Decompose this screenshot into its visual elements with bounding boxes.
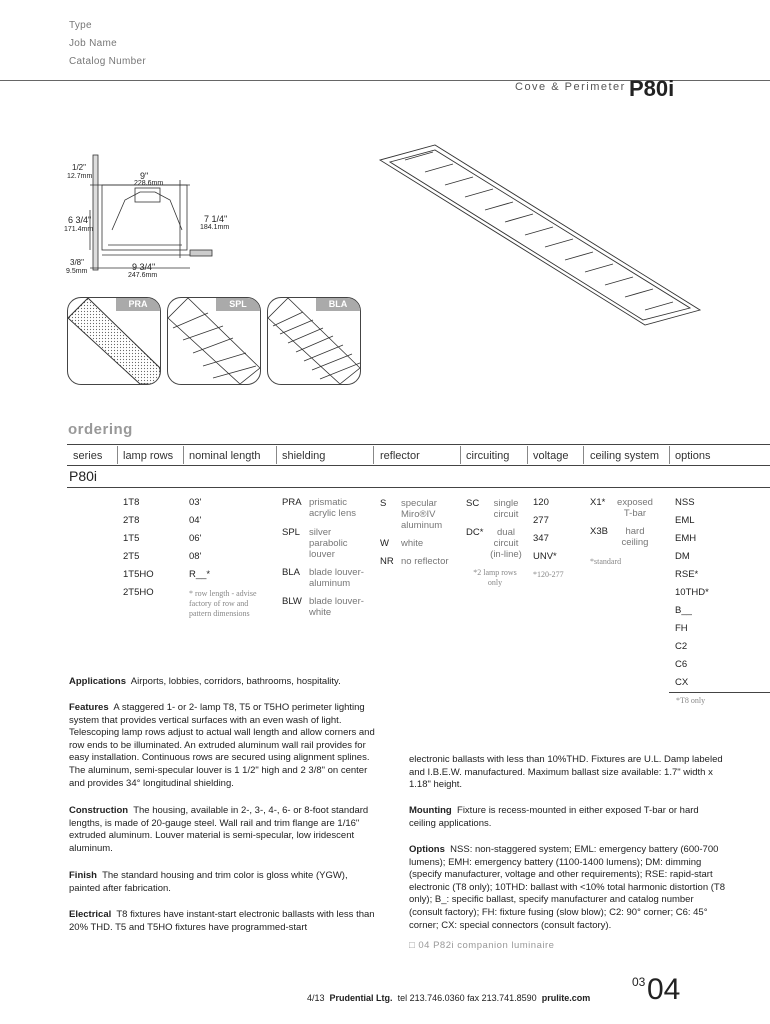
- option-item: C6: [675, 659, 688, 670]
- dim-top-mm: 12.7mm: [67, 173, 93, 180]
- options-note: *T8 only: [676, 696, 706, 705]
- lamp-row-item: 2T5: [123, 551, 140, 562]
- footer-line: 4/13 Prudential Ltg. tel 213.746.0360 fax 213.741.8590 prulite.com: [307, 993, 591, 1003]
- voltage-note: *120-277: [533, 570, 564, 579]
- col-voltage: voltage: [533, 450, 569, 462]
- lamp-row-item: 1T5HO: [123, 569, 154, 580]
- col-options: options: [675, 450, 711, 462]
- col-shielding: shielding: [282, 450, 326, 462]
- reflector-desc: no reflector: [401, 556, 449, 567]
- shielding-desc: silver parabolic louver: [309, 527, 348, 560]
- option-item: DM: [675, 551, 690, 562]
- voltage-item: UNV*: [533, 551, 557, 562]
- dim-bottom-w-in: 9 3/4": [132, 262, 156, 272]
- dim-width-mm: 228.6mm: [134, 180, 164, 187]
- thumb-pra: [67, 297, 161, 385]
- electrical-cont-para: electronic ballasts with less than 10%THD. Fixtures are U.L. Damp labeled and I.B.E.W. manufactured. Maximum ballast size available: 1.7" width x 1.18" height.: [409, 754, 723, 791]
- circuit-code: DC*: [466, 527, 484, 538]
- thumb-spl: [167, 297, 261, 385]
- thumb-bla: [267, 297, 361, 385]
- col-series: series: [73, 450, 103, 462]
- option-item: B__: [675, 605, 692, 616]
- circuit-code: SC: [466, 498, 480, 509]
- ordering-title: ordering: [68, 421, 133, 438]
- length-note: * row length - advise factory of row and pattern dimensions: [189, 589, 257, 618]
- type-label: Type: [69, 20, 92, 31]
- reflector-code: W: [380, 538, 389, 549]
- ceiling-note: *standard: [590, 557, 622, 566]
- option-item: RSE*: [675, 569, 699, 580]
- col-lamp-rows: lamp rows: [123, 450, 174, 462]
- col-ceiling-system: ceiling system: [590, 450, 660, 462]
- col-reflector: reflector: [380, 450, 420, 462]
- lamp-row-item: 1T8: [123, 497, 140, 508]
- series-rule: [67, 487, 770, 488]
- ordering-header-rule: [67, 465, 770, 466]
- shielding-code: BLA: [282, 567, 300, 578]
- shielding-desc: blade louver-aluminum: [309, 567, 364, 589]
- dim-right-h-mm: 184.1mm: [200, 224, 230, 231]
- lamp-row-item: 2T8: [123, 515, 140, 526]
- shielding-code: PRA: [282, 497, 302, 508]
- col-circuiting: circuiting: [466, 450, 510, 462]
- circuit-note: *2 lamp rows only: [473, 568, 517, 587]
- lamp-row-item: 2T5HO: [123, 587, 154, 598]
- lamp-row-item: 1T5: [123, 533, 140, 544]
- thumb-bla-label: BLA: [316, 298, 360, 311]
- reflector-code: S: [380, 498, 387, 509]
- reflector-code: NR: [380, 556, 394, 567]
- shielding-code: BLW: [282, 596, 302, 607]
- ceiling-code: X3B: [590, 526, 608, 537]
- electrical-para: Electrical T8 fixtures have instant-start electronic ballasts with less than 20% THD. T5 and T5HO fixtures have programmed-start: [69, 909, 375, 933]
- length-item: 06': [189, 533, 202, 544]
- options-rule: [669, 692, 770, 693]
- voltage-item: 347: [533, 533, 549, 544]
- reflector-desc: specular Miro®IV aluminum: [401, 498, 443, 531]
- finish-para: Finish The standard housing and trim color is gloss white (YGW), painted after fabrication.: [69, 870, 348, 894]
- voltage-item: 120: [533, 497, 549, 508]
- option-item: EMH: [675, 533, 697, 544]
- features-para: Features A staggered 1- or 2- lamp T8, T5 or T5HO perimeter lighting system that provides vertical surfaces with an even wash of light. Telescoping lamp rows adjust to actual wall length and allow corners and row ends to be illuminated. An extruded aluminum wall rail provides for easy installation. Continuous rows are secured using alignment splines. The aluminum, semi-specular louver is 1 1/2" high and 2 3/8" on center and provides 34° longitudinal shielding.: [69, 702, 375, 789]
- option-item: C2: [675, 641, 688, 652]
- shielding-desc: blade louver-white: [309, 596, 364, 618]
- page-number: 04: [647, 973, 681, 1006]
- companion-note: □ 04 P82i companion luminaire: [409, 940, 555, 951]
- option-item: FH: [675, 623, 688, 634]
- construction-para: Construction The housing, available in 2-, 3-, 4-, 6- or 8-foot standard lengths, is made of 20-gauge steel. Wall rail and trim flange are 1/16" extruded aluminum. Louver material is semi-specular, low iridescent aluminum.: [69, 805, 369, 854]
- model-title: P80i: [629, 76, 675, 101]
- thumb-pra-label: PRA: [116, 298, 160, 311]
- circuit-desc: single circuit: [493, 498, 519, 520]
- dim-bottom-mm: 9.5mm: [66, 268, 88, 275]
- dim-left-h-in: 6 3/4": [68, 215, 92, 225]
- shielding-desc: prismatic acrylic lens: [309, 497, 356, 519]
- option-item: CX: [675, 677, 689, 688]
- options-para: Options NSS: non-staggered system; EML: emergency battery (600-700 lumens); EMH: emergency battery (1100-1400 lumens); DM: dimming (specify manufacturer, voltage and other requirements); RSE: rapid-start electronic (T8 only); 10THD: ballast with <10% total harmonic distortion (T8 only); B_: specific ballast, specify manufacturer and catalog number (consult factory); FH: fixture fusing (slow blow); C2: 90° corner; C6: 45° corner; CX: special connectors (consult factory).: [409, 844, 726, 931]
- length-item: 04': [189, 515, 202, 526]
- dim-width-in: 9": [140, 171, 149, 181]
- voltage-item: 277: [533, 515, 549, 526]
- length-item: 08': [189, 551, 202, 562]
- thumb-spl-label: SPL: [216, 298, 260, 311]
- category-title: Cove & Perimeter: [515, 81, 626, 93]
- luminaire-perspective-drawing: [375, 140, 705, 330]
- mounting-para: Mounting Fixture is recess-mounted in either exposed T-bar or hard ceiling applications.: [409, 805, 699, 829]
- ceiling-code: X1*: [590, 497, 606, 508]
- ceiling-desc: exposed T-bar: [617, 497, 653, 519]
- option-item: NSS: [675, 497, 695, 508]
- col-nominal-length: nominal length: [189, 450, 261, 462]
- applications-para: Applications Airports, lobbies, corridors, bathrooms, hospitality.: [69, 676, 341, 687]
- job-name-label: Job Name: [69, 38, 117, 49]
- catalog-number-label: Catalog Number: [69, 56, 147, 67]
- shielding-code: SPL: [282, 527, 300, 538]
- dim-top-frac: 1/2": [72, 163, 86, 172]
- dim-right-h-in: 7 1/4": [204, 214, 228, 224]
- circuit-desc: dual circuit (in-line): [490, 527, 522, 560]
- page-sup: 03: [632, 975, 646, 989]
- ceiling-desc: hard ceiling: [621, 526, 649, 548]
- option-item: 10THD*: [675, 587, 709, 598]
- length-item: 03': [189, 497, 202, 508]
- series-value: P80i: [69, 468, 98, 484]
- reflector-desc: white: [401, 538, 424, 549]
- dim-bottom-frac: 3/8": [70, 258, 84, 267]
- option-item: EML: [675, 515, 695, 526]
- ordering-top-rule: [67, 444, 770, 445]
- dim-left-h-mm: 171.4mm: [64, 226, 94, 233]
- length-item: R__*: [189, 569, 211, 580]
- dim-bottom-w-mm: 247.6mm: [128, 272, 158, 279]
